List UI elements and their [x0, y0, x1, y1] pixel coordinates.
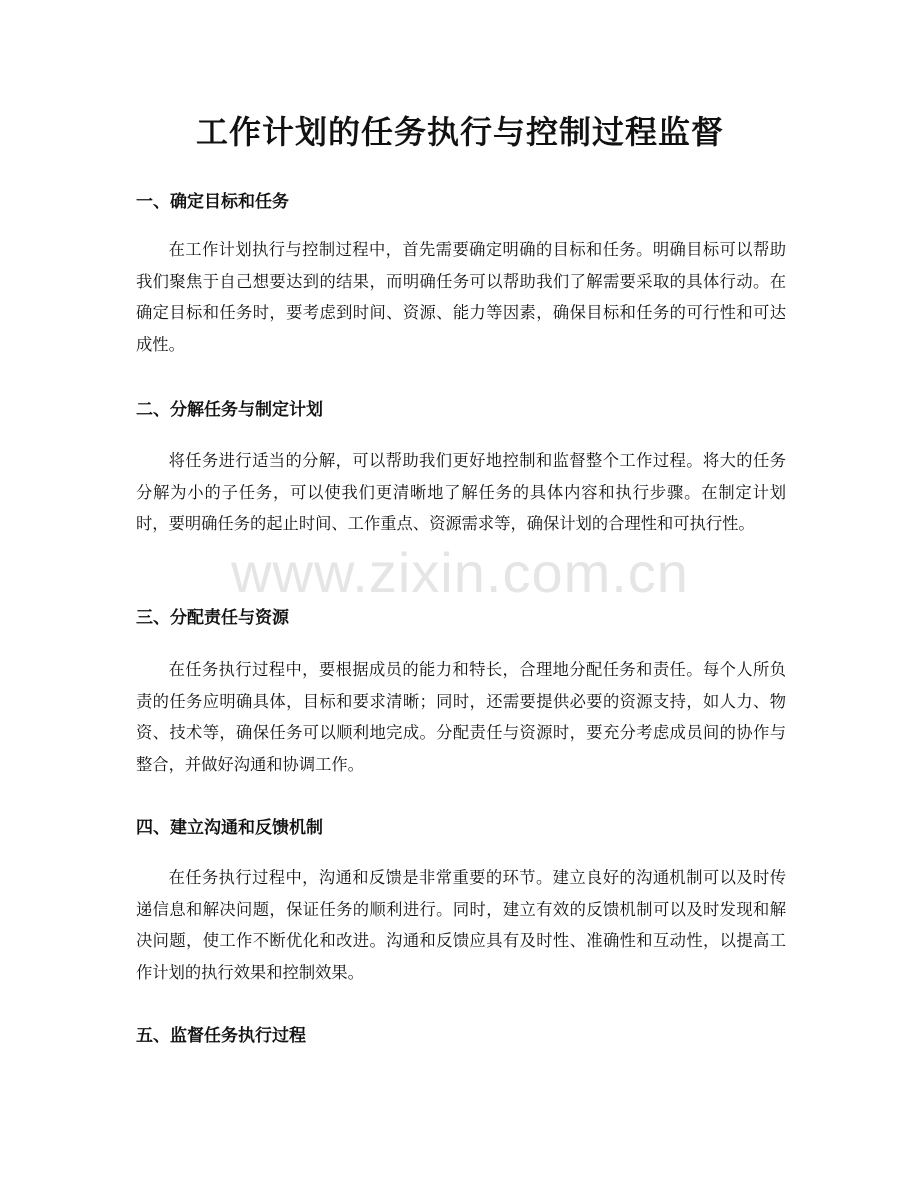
section-heading-3: 三、分配责任与资源: [136, 608, 289, 628]
section-heading-5: 五、监督任务执行过程: [136, 1026, 306, 1046]
section-body-4: 在任务执行过程中，沟通和反馈是非常重要的环节。建立良好的沟通机制可以及时传递信息和解决问题，保证任务的顺利进行。同时，建立有效的反馈机制可以及时发现和解决问题，使工作不断优化和改进。沟通和反馈应具有及时性、准确性和互动性，以提高工作计划的执行效果和控制效果。: [136, 868, 786, 983]
section-heading-4: 四、建立沟通和反馈机制: [136, 818, 323, 838]
document-title: 工作计划的任务执行与控制过程监督: [195, 113, 724, 151]
section-body-3: 在任务执行过程中，要根据成员的能力和特长，合理地分配任务和责任。每个人所负责的任务应明确具体，目标和要求清晰；同时，还需要提供必要的资源支持，如人力、物资、技术等，确保任务可以顺利地完成。分配责任与资源时，要充分考虑成员间的协作与整合，并做好沟通和协调工作。: [136, 660, 786, 775]
section-body-1: 在工作计划执行与控制过程中，首先需要确定明确的目标和任务。明确目标可以帮助我们聚焦于自己想要达到的结果，而明确任务可以帮助我们了解需要采取的具体行动。在确定目标和任务时，要考虑到时间、资源、能力等因素，确保目标和任务的可行性和可达成性。: [136, 240, 786, 355]
section-body-2: 将任务进行适当的分解，可以帮助我们更好地控制和监督整个工作过程。将大的任务分解为小的子任务，可以使我们更清晰地了解任务的具体内容和执行步骤。在制定计划时，要明确任务的起止时间、工作重点、资源需求等，确保计划的合理性和可执行性。: [136, 451, 786, 534]
section-heading-1: 一、确定目标和任务: [136, 192, 289, 212]
watermark: www.zixin.com.cn: [231, 541, 689, 604]
section-heading-2: 二、分解任务与制定计划: [136, 400, 323, 420]
